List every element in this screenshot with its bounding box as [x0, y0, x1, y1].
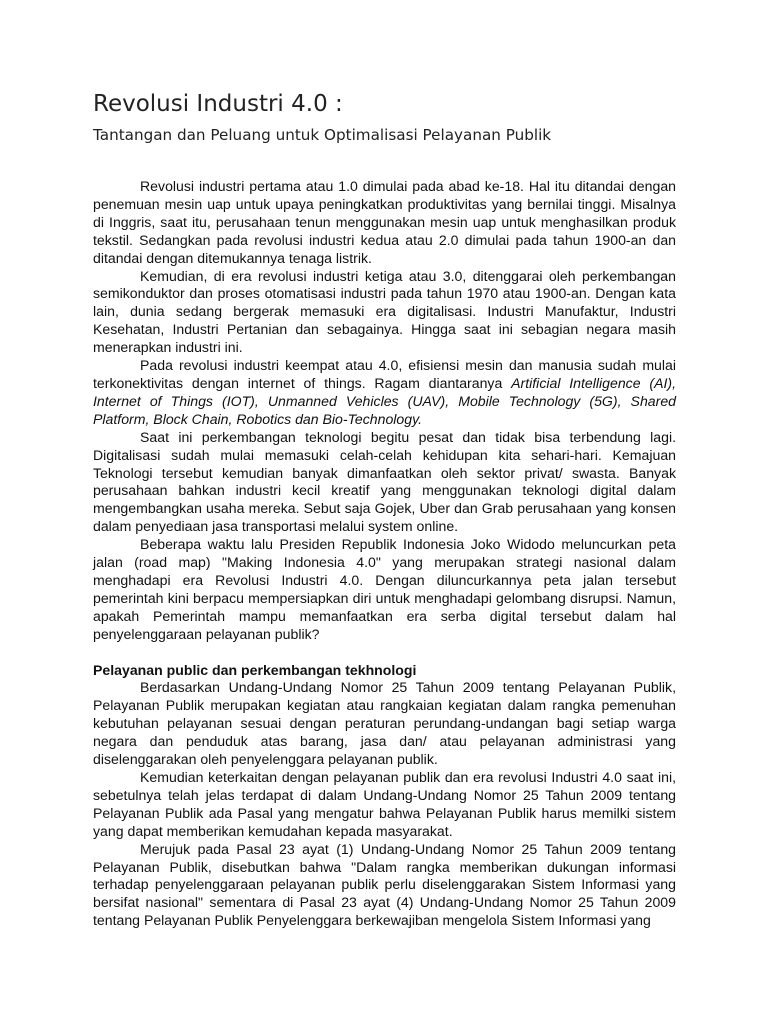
section-heading: Pelayanan public dan perkembangan tekhnologi: [93, 661, 417, 678]
document-title: Revolusi Industri 4.0 :: [93, 91, 343, 117]
intro-paragraph-1: Revolusi industri pertama atau 1.0 dimulai pada abad ke-18. Hal itu ditandai dengan penemuan mesin uap untuk upaya peningkatkan produktivitas yang bernilai tinggi. Misalnya di Inggris, saat itu, perusahaan tenun menggunakan mesin uap untuk menghasilkan produk tekstil. Sedangkan pada revolusi industri kedua atau 2.0 dimulai pada tahun 1900-an dan ditandai dengan ditemukannya tenaga listrik.: [93, 178, 676, 266]
document-page: [93, 88, 676, 930]
intro-paragraph-5: Beberapa waktu lalu Presiden Republik Indonesia Joko Widodo meluncurkan peta jalan (road map) "Making Indonesia 4.0" yang merupakan strategi nasional dalam menghadapi era Revolusi Industri 4.0. Dengan diluncurkannya peta jalan tersebut pemerintah kini berpacu mempersiapkan diri untuk menghadapi gelombang disrupsi. Namun, apakah Pemerintah mampu memanfaatkan era serba digital tersebut dalam hal penyelenggaraan pelayanan publik?: [93, 536, 676, 642]
section-paragraph-3: Merujuk pada Pasal 23 ayat (1) Undang-Undang Nomor 25 Tahun 2009 tentang Pelayanan Publik, disebutkan bahwa "Dalam rangka memberikan dukungan informasi terhadap penyelenggaraan pelayanan publik perlu diselenggarakan Sistem Informasi yang bersifat nasional" sementara di Pasal 23 ayat (4) Undang-Undang Nomor 25 Tahun 2009 tentang Pelayanan Publik Penyelenggara berkewajiban mengelola Sistem Informasi yang: [93, 840, 676, 929]
intro-paragraph-3: [93, 357, 676, 429]
document-body: [93, 178, 676, 930]
intro-paragraph-3-technology-list: Artificial Intelligence (AI), Internet of Things (IOT), Unmanned Vehicles (UAV), Mobile Technology (5G), Shared Platform, Block Chain, Robotics dan Bio-Technology.: [93, 374, 676, 427]
section-paragraph-2: Kemudian keterkaitan dengan pelayanan publik dan era revolusi Industri 4.0 saat ini, sebetulnya telah jelas terdapat di dalam Undang-Undang Nomor 25 Tahun 2009 tentang Pelayanan Publik ada Pasal yang mengatur bahwa Pelayanan Publik harus memilki sistem yang dapat memberikan kemudahan kepada masyarakat.: [93, 769, 676, 839]
intro-paragraph-3-text: Pada revolusi industri keempat atau 4.0, efisiensi mesin dan manusia sudah mulai terkonektivitas dengan internet of things. Ragam diantaranya: [93, 357, 676, 391]
intro-paragraph-2: Kemudian, di era revolusi industri ketiga atau 3.0, ditenggarai oleh perkembangan semikonduktor dan proses otomatisasi industri pada tahun 1970 atau 1900-an. Dengan kata lain, dunia sedang bergerak memasuki era digitalisasi. Industri Manufaktur, Industri Kesehatan, Industri Pertanian dan sebagainya. Hingga saat ini sebagian negara masih menerapkan industri ini.: [93, 267, 676, 356]
document-subtitle: Tantangan dan Peluang untuk Optimalisasi Pelayanan Publik: [93, 126, 552, 144]
section-paragraph-1: Berdasarkan Undang-Undang Nomor 25 Tahun 2009 tentang Pelayanan Publik, Pelayanan Publik merupakan kegiatan atau rangkaian kegiatan dalam rangka pemenuhan kebutuhan pelayanan sesuai dengan peraturan perundang-undangan bagi setiap warga negara dan penduduk atas barang, jasa dan/ atau pelayanan administrasi yang diselenggarakan oleh penyelenggara pelayanan publik.: [93, 679, 676, 768]
intro-paragraph-4: Saat ini perkembangan teknologi begitu pesat dan tidak bisa terbendung lagi. Digitalisasi sudah mulai memasuki celah-celah kehidupan kita sehari-hari. Kemajuan Teknologi tersebut kemudian banyak dimanfaatkan oleh sektor privat/ swasta. Banyak perusahaan bahkan industri kecil kreatif yang menggunakan teknologi digital dalam mengembangkan usaha mereka. Sebut saja Gojek, Uber dan Grab perusahaan yang konsen dalam penyediaan jasa transportasi melalui system online.: [93, 428, 676, 535]
